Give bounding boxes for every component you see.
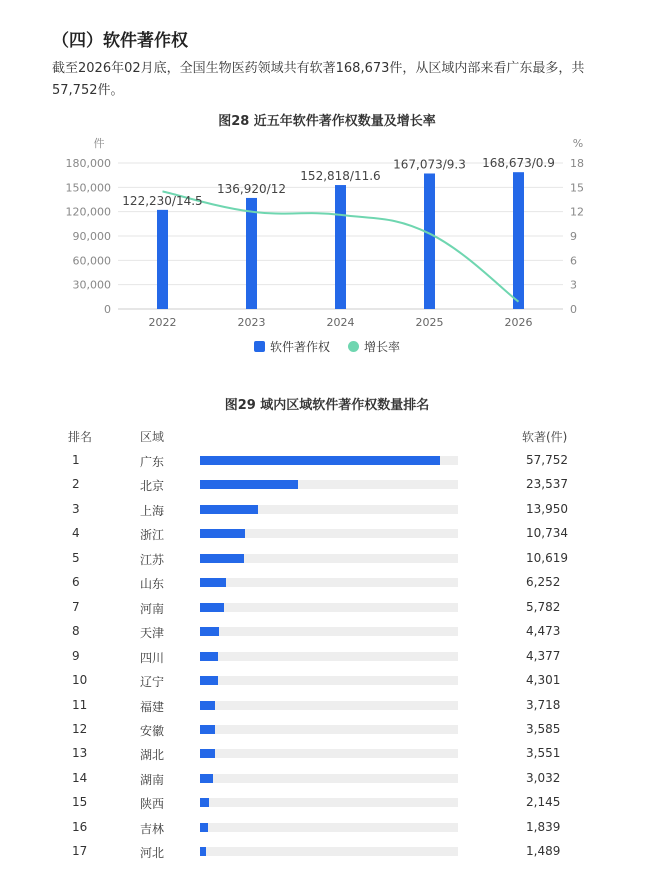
value-label: 4,301	[526, 673, 561, 688]
rank-number: 17	[72, 844, 88, 859]
bar-track	[200, 505, 458, 514]
bar-fill	[200, 505, 258, 514]
bar-track	[200, 578, 458, 587]
bar-track	[200, 823, 458, 832]
bar-fill	[200, 627, 219, 636]
bar-fill	[200, 798, 209, 807]
left-tick-label: 180,000	[65, 157, 111, 170]
value-label: 3,551	[526, 746, 561, 761]
chart29-title: 图29 域内区域软件著作权数量排名	[224, 398, 430, 413]
header-region: 区域	[140, 430, 165, 444]
legend-item-bar[interactable]	[254, 338, 330, 355]
ranking-row	[0, 597, 654, 621]
bar-fill	[200, 749, 215, 758]
rank-number: 7	[72, 599, 80, 614]
left-tick-label: 150,000	[65, 181, 111, 195]
rank-number: 1	[72, 453, 80, 467]
region-name: 吉林	[140, 821, 165, 836]
region-name: 广东	[140, 455, 165, 469]
data-label-2022: 122,230/14.5	[122, 193, 203, 208]
rank-number: 10	[72, 673, 88, 688]
bar-fill	[200, 676, 218, 685]
ranking-row	[0, 743, 654, 767]
bar-fill	[200, 603, 224, 612]
region-name: 福建	[140, 699, 165, 714]
x-tick-label: 2025	[415, 316, 444, 329]
region-name: 安徽	[140, 723, 165, 738]
left-tick-label: 0	[104, 303, 111, 316]
region-name: 浙江	[140, 528, 165, 543]
chart28-svg	[0, 130, 654, 335]
bar-track	[200, 725, 458, 734]
region-name: 辽宁	[140, 675, 165, 690]
rank-number: 14	[72, 770, 88, 785]
rank-number: 12	[72, 721, 88, 736]
x-tick-label: 2023	[237, 316, 266, 329]
rank-number: 3	[72, 501, 80, 516]
rank-number: 15	[72, 795, 88, 810]
x-tick-label: 2026	[504, 316, 533, 329]
bar-fill	[200, 823, 208, 832]
left-tick-label: 30,000	[72, 278, 111, 292]
bar-2023	[246, 198, 257, 309]
ranking-row	[0, 719, 654, 743]
bar-track	[200, 529, 458, 538]
value-label: 4,377	[526, 648, 561, 663]
ranking-row	[0, 572, 654, 596]
bar-fill	[200, 456, 440, 465]
left-axis-unit: 件	[93, 137, 105, 150]
rank-number: 4	[72, 526, 80, 541]
bar-2025	[424, 173, 435, 309]
bar-track	[200, 774, 458, 783]
bar-fill	[200, 701, 215, 710]
ranking-row	[0, 621, 654, 645]
left-tick-label: 120,000	[65, 205, 111, 219]
data-label-2026: 168,673/0.9	[482, 156, 555, 171]
bar-fill	[200, 725, 215, 734]
rank-number: 9	[72, 648, 80, 663]
left-tick-label: 90,000	[72, 230, 111, 243]
ranking-row	[0, 841, 654, 865]
region-name: 北京	[140, 479, 165, 494]
bar-track	[200, 652, 458, 661]
rank-number: 16	[72, 819, 88, 834]
data-label-2023: 136,920/12	[217, 181, 286, 196]
bar-track	[200, 701, 458, 710]
value-label: 3,718	[526, 697, 561, 712]
bar-fill	[200, 774, 213, 783]
bar-track	[200, 749, 458, 758]
ranking-row	[0, 817, 654, 841]
value-label: 57,752	[526, 453, 568, 467]
rank-number: 2	[72, 477, 80, 492]
right-tick-label: 15	[570, 181, 584, 195]
bar-track	[200, 676, 458, 685]
region-name: 湖南	[140, 772, 165, 787]
ranking-row	[0, 768, 654, 792]
right-tick-label: 0	[570, 303, 577, 316]
bar-track	[200, 456, 458, 465]
ranking-row	[0, 792, 654, 816]
rank-number: 11	[72, 697, 88, 712]
region-name: 河南	[140, 601, 165, 616]
rank-number: 5	[72, 550, 80, 565]
right-tick-label: 3	[570, 278, 577, 292]
region-name: 上海	[140, 503, 165, 518]
rank-number: 13	[72, 746, 88, 761]
legend-line-label: 增长率	[364, 340, 401, 354]
value-label: 4,473	[526, 624, 561, 639]
value-label: 3,032	[526, 770, 561, 785]
region-name: 山东	[140, 577, 165, 592]
bar-track	[200, 603, 458, 612]
rank-number: 8	[72, 624, 80, 639]
ranking-row	[0, 523, 654, 547]
ranking-row	[0, 450, 654, 474]
bar-track	[200, 554, 458, 563]
chart28-title: 图28 近五年软件著作权数量及增长率	[218, 114, 436, 129]
region-name: 四川	[140, 650, 165, 665]
value-label: 10,734	[526, 526, 568, 541]
ranking-row	[0, 670, 654, 694]
region-name: 江苏	[140, 552, 165, 567]
bar-2024	[335, 185, 346, 309]
rank-number: 6	[72, 575, 80, 590]
bar-fill	[200, 529, 245, 538]
ranking-row	[0, 695, 654, 719]
value-label: 1,489	[526, 844, 561, 859]
value-label: 2,145	[526, 795, 561, 810]
right-axis-unit: %	[572, 137, 584, 150]
bar-fill	[200, 578, 226, 587]
ranking-row	[0, 499, 654, 523]
legend-line-swatch	[348, 341, 359, 352]
right-tick-label: 6	[570, 254, 577, 268]
ranking-row	[0, 646, 654, 670]
chart28-legend	[0, 338, 654, 355]
header-value: 软著(件)	[522, 430, 568, 444]
value-label: 6,252	[526, 575, 561, 590]
value-label: 1,839	[526, 819, 561, 834]
data-label-2025: 167,073/9.3	[393, 157, 466, 172]
bar-track	[200, 847, 458, 856]
region-name: 湖北	[140, 748, 165, 763]
x-tick-label: 2022	[148, 316, 177, 329]
bar-track	[200, 627, 458, 636]
bar-fill	[200, 554, 244, 563]
data-label-2024: 152,818/11.6	[300, 169, 381, 184]
intro-paragraph: 截至2026年02月底，全国生物医药领域共有软著168,673件，从区域内部来看广东最多，共57,752件。	[52, 61, 585, 98]
bar-track	[200, 798, 458, 807]
value-label: 5,782	[526, 599, 561, 614]
region-name: 河北	[140, 846, 165, 861]
bar-2026	[513, 172, 524, 309]
legend-bar-label: 软件著作权	[269, 340, 330, 354]
section-title: （四）软件著作权	[52, 31, 188, 51]
value-label: 13,950	[526, 501, 568, 516]
header-rank: 排名	[68, 430, 93, 444]
ranking-row	[0, 548, 654, 572]
value-label: 10,619	[526, 550, 568, 565]
bar-fill	[200, 652, 218, 661]
right-tick-label: 12	[570, 205, 584, 219]
value-label: 23,537	[526, 477, 568, 492]
left-tick-label: 60,000	[72, 254, 111, 268]
bar-fill	[200, 847, 206, 856]
legend-bar-swatch	[254, 341, 265, 352]
bar-track	[200, 480, 458, 489]
bar-fill	[200, 480, 298, 489]
ranking-row	[0, 474, 654, 498]
legend-item-line[interactable]	[348, 338, 400, 355]
region-name: 陕西	[140, 797, 165, 812]
right-tick-label: 9	[570, 230, 577, 243]
bar-2022	[157, 210, 168, 309]
right-tick-label: 18	[570, 157, 584, 170]
x-tick-label: 2024	[326, 316, 355, 329]
region-name: 天津	[140, 626, 165, 641]
value-label: 3,585	[526, 721, 561, 736]
